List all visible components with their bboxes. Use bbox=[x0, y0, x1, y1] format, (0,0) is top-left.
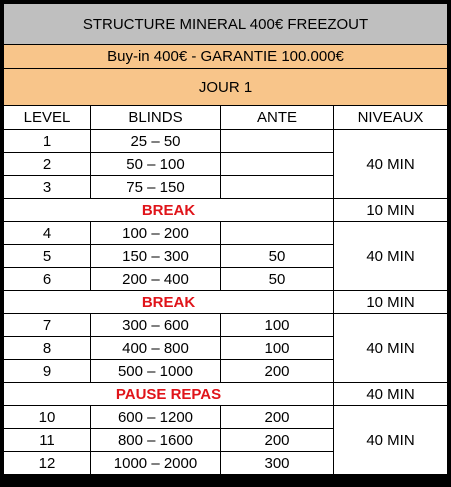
break-label: BREAK bbox=[4, 199, 334, 222]
header-level: LEVEL bbox=[4, 106, 91, 130]
ante-cell: 50 bbox=[221, 245, 334, 268]
blind-structure-table bbox=[3, 3, 448, 475]
duration-cell: 40 MIN bbox=[334, 406, 448, 475]
level-cell: 6 bbox=[4, 268, 91, 291]
ante-cell: 200 bbox=[221, 360, 334, 383]
blinds-cell: 500 – 1000 bbox=[91, 360, 221, 383]
break-row bbox=[4, 383, 448, 406]
break-row bbox=[4, 291, 448, 314]
blinds-cell: 150 – 300 bbox=[91, 245, 221, 268]
blinds-cell: 75 – 150 bbox=[91, 176, 221, 199]
header-niveaux: NIVEAUX bbox=[334, 106, 448, 130]
duration-cell: 40 MIN bbox=[334, 130, 448, 199]
level-cell: 2 bbox=[4, 153, 91, 176]
level-row bbox=[4, 130, 448, 153]
level-cell: 11 bbox=[4, 429, 91, 452]
level-row bbox=[4, 314, 448, 337]
ante-cell: 100 bbox=[221, 337, 334, 360]
blinds-cell: 200 – 400 bbox=[91, 268, 221, 291]
duration-cell: 40 MIN bbox=[334, 314, 448, 383]
level-row bbox=[4, 406, 448, 429]
level-cell: 12 bbox=[4, 452, 91, 475]
blinds-cell: 600 – 1200 bbox=[91, 406, 221, 429]
title-row bbox=[4, 4, 448, 45]
blinds-cell: 1000 – 2000 bbox=[91, 452, 221, 475]
level-cell: 3 bbox=[4, 176, 91, 199]
break-label: PAUSE REPAS bbox=[4, 383, 334, 406]
header-blinds: BLINDS bbox=[91, 106, 221, 130]
buyin-banner: Buy-in 400€ - GARANTIE 100.000€ bbox=[4, 45, 448, 69]
level-cell: 4 bbox=[4, 222, 91, 245]
level-cell: 8 bbox=[4, 337, 91, 360]
level-cell: 10 bbox=[4, 406, 91, 429]
blinds-cell: 400 – 800 bbox=[91, 337, 221, 360]
duration-cell: 40 MIN bbox=[334, 222, 448, 291]
day-row bbox=[4, 69, 448, 106]
blinds-cell: 25 – 50 bbox=[91, 130, 221, 153]
blinds-cell: 100 – 200 bbox=[91, 222, 221, 245]
level-cell: 7 bbox=[4, 314, 91, 337]
ante-cell: 200 bbox=[221, 406, 334, 429]
ante-cell bbox=[221, 176, 334, 199]
break-duration: 10 MIN bbox=[334, 291, 448, 314]
header-row bbox=[4, 106, 448, 130]
buyin-row bbox=[4, 45, 448, 69]
break-row bbox=[4, 199, 448, 222]
break-duration: 40 MIN bbox=[334, 383, 448, 406]
page-title: STRUCTURE MINERAL 400€ FREEZOUT bbox=[4, 4, 448, 45]
break-label: BREAK bbox=[4, 291, 334, 314]
header-ante: ANTE bbox=[221, 106, 334, 130]
ante-cell: 200 bbox=[221, 429, 334, 452]
ante-cell bbox=[221, 222, 334, 245]
ante-cell bbox=[221, 130, 334, 153]
level-cell: 9 bbox=[4, 360, 91, 383]
blinds-cell: 300 – 600 bbox=[91, 314, 221, 337]
level-row bbox=[4, 222, 448, 245]
blinds-cell: 50 – 100 bbox=[91, 153, 221, 176]
ante-cell: 300 bbox=[221, 452, 334, 475]
ante-cell: 50 bbox=[221, 268, 334, 291]
ante-cell: 100 bbox=[221, 314, 334, 337]
day-banner: JOUR 1 bbox=[4, 69, 448, 106]
break-duration: 10 MIN bbox=[334, 199, 448, 222]
blinds-cell: 800 – 1600 bbox=[91, 429, 221, 452]
ante-cell bbox=[221, 153, 334, 176]
level-cell: 5 bbox=[4, 245, 91, 268]
level-cell: 1 bbox=[4, 130, 91, 153]
